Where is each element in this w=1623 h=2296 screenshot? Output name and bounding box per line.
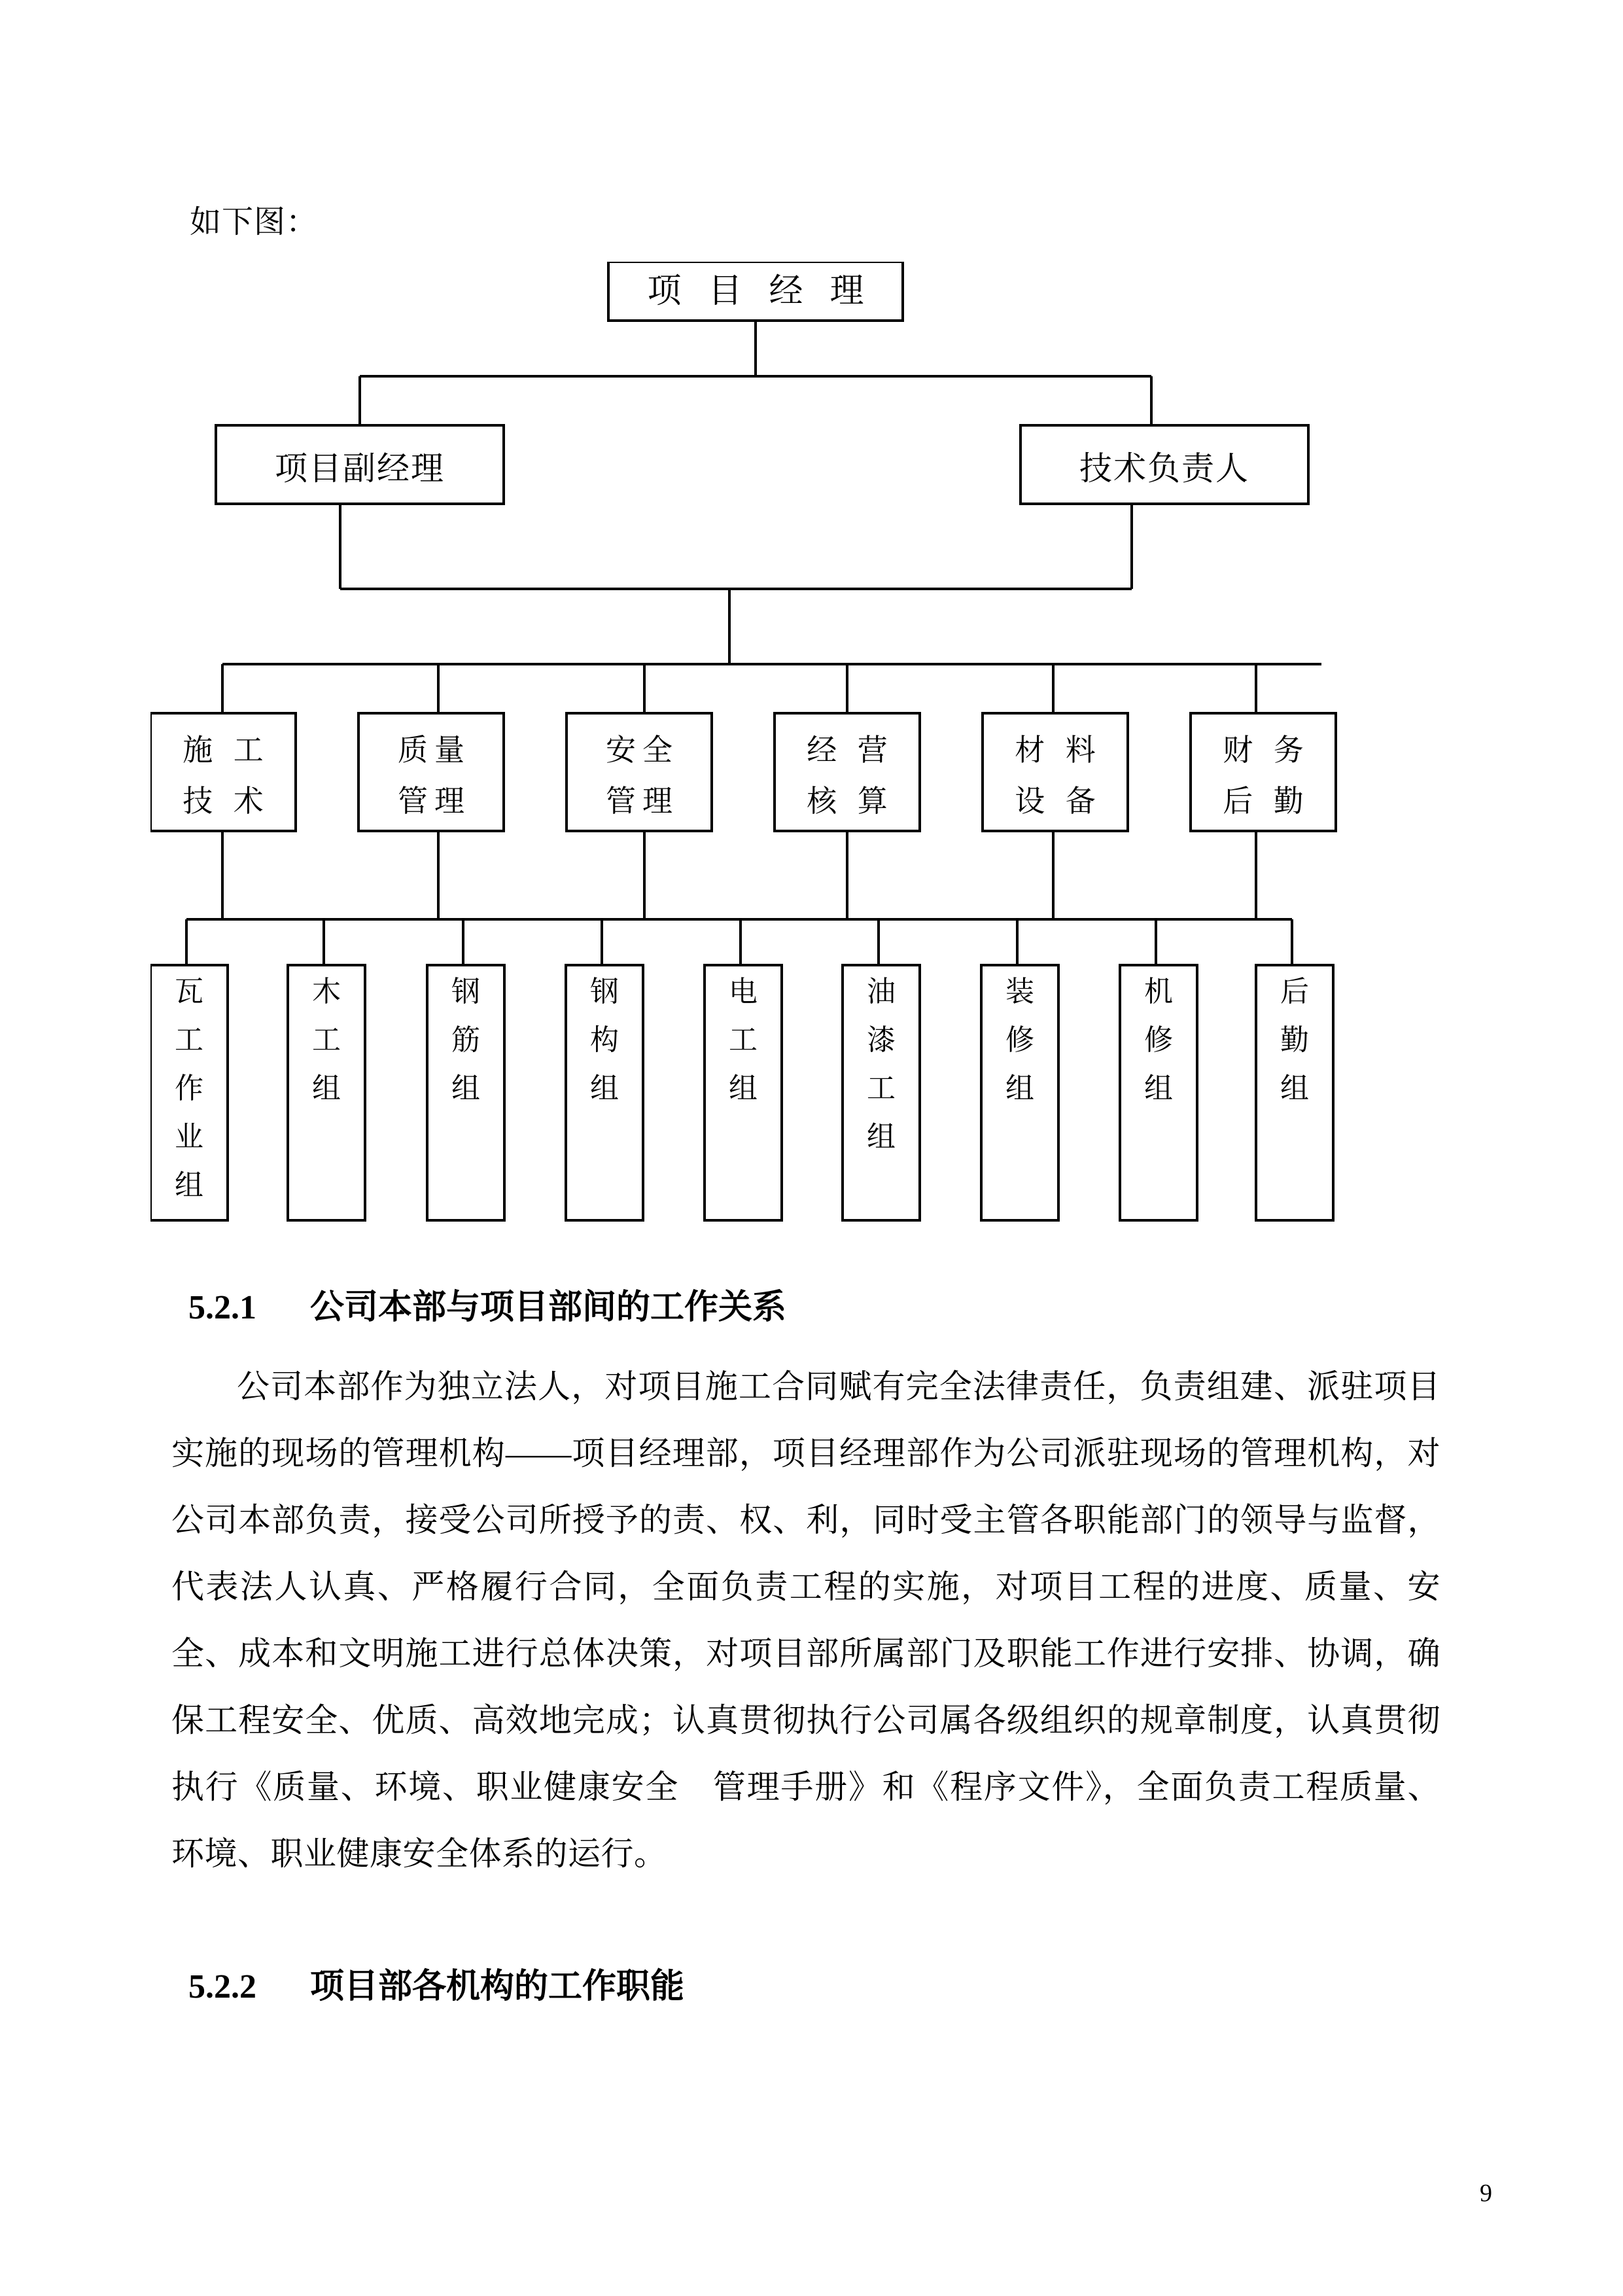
org-chart bbox=[150, 262, 1433, 1224]
org-node-level3-label-5-line2: 后 勤 bbox=[1223, 785, 1310, 818]
org-node-level3-label-4-line2: 设 备 bbox=[1015, 785, 1102, 818]
org-node-level1-label: 项 目 经 理 bbox=[647, 273, 873, 310]
section-title-521: 公司本部与项目部间的工作关系 bbox=[310, 1289, 787, 1326]
org-node-level4-label-1: 木工组 bbox=[312, 976, 341, 1104]
org-node-level3-label-1-line2: 管理 bbox=[398, 785, 471, 818]
org-node-level3-label-2-line1: 安全 bbox=[606, 733, 679, 767]
org-node-level4-label-5: 油漆工组 bbox=[867, 976, 896, 1153]
section-heading-522 bbox=[188, 1958, 684, 2007]
section-number-521: 5.2.1 bbox=[188, 1289, 256, 1326]
org-node-level4-label-8: 后勤组 bbox=[1280, 976, 1309, 1104]
org-node-level2-label-1: 技术负责人 bbox=[1079, 450, 1249, 487]
org-node-level4-label-7: 机修组 bbox=[1144, 976, 1173, 1104]
org-node-level3-label-4-line1: 材 料 bbox=[1015, 733, 1102, 767]
intro-line: 如下图： bbox=[190, 205, 319, 239]
org-node-level3-label-1-line1: 质量 bbox=[398, 733, 471, 767]
paragraph-text: 公司本部作为独立法人，对项目施工合同赋有完全法律责任，负责组建、派驻项目实施的现场的管理机构——项目经理部，项目经理部作为公司派驻现场的管理机构，对公司本部负责，接受公司所授予的责、权、利，同时受主管各职能部门的领导与监督，代表法人认真、严格履行合同，全面负责工程的实施，对项目工程的进度、质量、安全、成本和文明施工进行总体决策，对项目部所属部门及职能工作进行安排、协调，确保工程安全、优质、高效地完成；认真贯彻执行公司属各级组织的规章制度，认真贯彻执行《质量、环境、职业健康安全 管理手册》和《程序文件》，全面负责工程质量、环境、职业健康安全体系的运行。 bbox=[171, 1368, 1440, 1872]
org-node-level3-label-0-line1: 施 工 bbox=[183, 733, 270, 767]
org-node-level4-label-0: 瓦工作业组 bbox=[175, 976, 203, 1201]
org-node-level2-label-0: 项目副经理 bbox=[275, 450, 445, 487]
org-node-level4-label-6: 装修组 bbox=[1005, 976, 1034, 1104]
org-node-level3-label-3-line1: 经 营 bbox=[807, 733, 894, 767]
org-node-level3-label-0-line2: 技 术 bbox=[183, 785, 270, 818]
org-node-level3-label-2-line2: 管理 bbox=[606, 785, 679, 818]
section-paragraph-521 bbox=[171, 1353, 1440, 1887]
section-number-522: 5.2.2 bbox=[188, 1968, 256, 2005]
org-node-level3-label-5-line1: 财 务 bbox=[1223, 733, 1310, 767]
section-heading-521 bbox=[188, 1279, 786, 1328]
org-node-level4-label-3: 钢构组 bbox=[590, 976, 619, 1104]
section-title-522: 项目部各机构的工作职能 bbox=[310, 1968, 685, 2005]
page-number: 9 bbox=[1480, 2180, 1492, 2207]
org-node-level4-label-2: 钢筋组 bbox=[451, 976, 480, 1104]
org-node-level4-label-4: 电工组 bbox=[729, 976, 758, 1104]
org-node-level3-label-3-line2: 核 算 bbox=[807, 785, 894, 818]
